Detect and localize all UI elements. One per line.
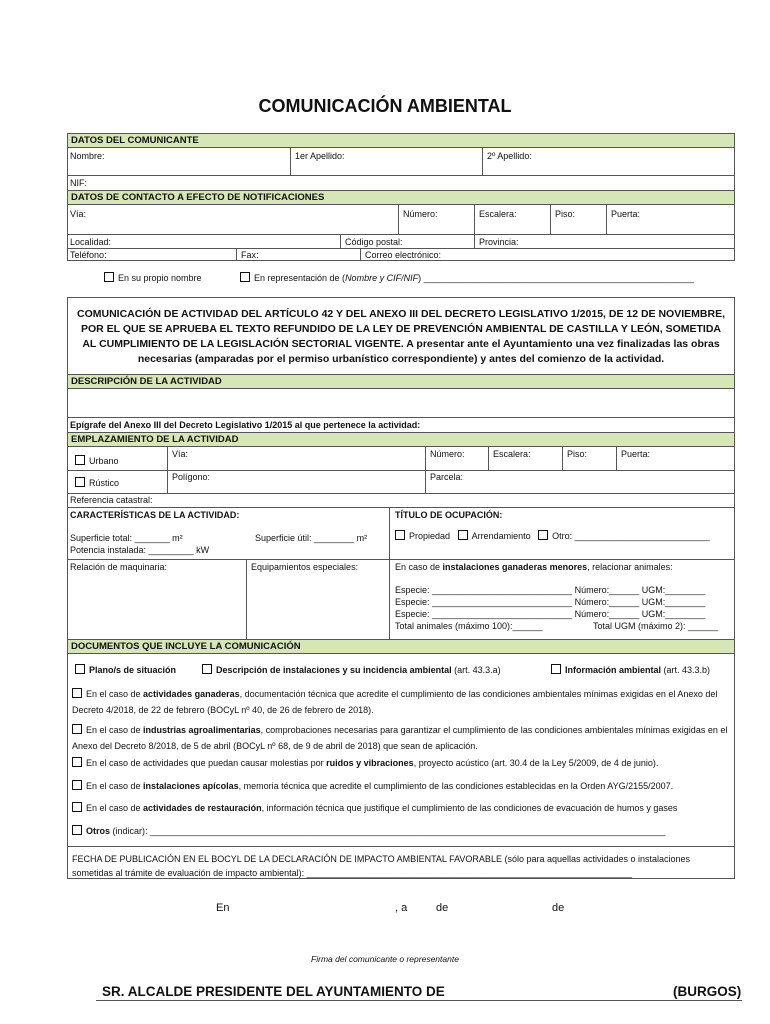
contacto-header: DATOS DE CONTACTO A EFECTO DE NOTIFICACIONES: [67, 190, 735, 205]
propio-nombre-checkbox[interactable]: [104, 272, 114, 282]
ganaderas-doc-option[interactable]: En el caso de actividades ganaderas, documentación técnica que acredite el cumplimiento de las condiciones ambientales mínimas exigidas en el Anexo del Decreto 4/2018, de 22 de febrero (BOCyL nº 40, de 26 de febrero de 2018).: [72, 689, 718, 715]
potencia-instalada[interactable]: Potencia instalada: _________ kW: [70, 545, 210, 555]
propio-nombre-option[interactable]: En su propio nombre: [104, 272, 202, 284]
contacto-fax[interactable]: Fax:: [241, 250, 259, 260]
ruidos-doc-checkbox[interactable]: [72, 757, 82, 767]
info-ambiental-checkbox[interactable]: [551, 664, 561, 674]
emplazamiento-poligono[interactable]: Polígono:: [172, 472, 211, 482]
document-title: COMUNICACIÓN AMBIENTAL: [258, 96, 512, 116]
firma-en: En: [216, 902, 230, 914]
planos-option[interactable]: Plano/s de situación: [72, 664, 176, 676]
ruidos-doc-option[interactable]: En el caso de actividades que puedan causar molestias por ruidos y vibraciones, proyecto acústico (art. 30.4 de la Ley 5/2009, de 4 de junio).: [72, 757, 730, 769]
especie-row-2[interactable]: Especie: ____________________________ Número:______ UGM:________: [395, 597, 706, 607]
descripcion-field[interactable]: [67, 388, 735, 418]
rustico-option[interactable]: Rústico: [72, 477, 119, 489]
contacto-numero[interactable]: Número:: [403, 209, 438, 219]
propiedad-checkbox[interactable]: [395, 530, 405, 540]
ganaderas-label: En caso de instalaciones ganaderas menores, relacionar animales:: [395, 562, 673, 572]
rustico-checkbox[interactable]: [75, 477, 85, 487]
firma-label: Firma del comunicante o representante: [311, 954, 459, 964]
equipamientos-field[interactable]: Equipamientos especiales:: [251, 562, 359, 572]
especie-row-3[interactable]: Especie: ____________________________ Número:______ UGM:________: [395, 609, 706, 619]
arrendamiento-checkbox[interactable]: [458, 530, 468, 540]
fecha-publicacion-field[interactable]: FECHA DE PUBLICACIÓN EN EL BOCYL DE LA DECLARACIÓN DE IMPACTO AMBIENTAL FAVORABLE (sólo para aquellas actividades o instalaciones sometidas al trámite de evaluación de impacto ambiental): _________________________________________________________________: [72, 854, 691, 878]
referencia-catastral[interactable]: Referencia catastral:: [70, 495, 153, 505]
firma-coma-a: , a: [395, 902, 408, 914]
superficie-total[interactable]: Superficie total: _______ m²: [70, 533, 183, 543]
otros-doc-checkbox[interactable]: [72, 825, 82, 835]
contacto-correo[interactable]: Correo electrónico:: [365, 250, 442, 260]
emplazamiento-parcela[interactable]: Parcela:: [430, 472, 464, 482]
footer-destinatario: SR. ALCALDE PRESIDENTE DEL AYUNTAMIENTO DE: [102, 984, 445, 999]
nif-field[interactable]: NIF:: [70, 178, 87, 188]
otros-doc-option[interactable]: Otros (indicar): _______________________________________________________________________________________________________: [72, 825, 724, 837]
descripcion-instalaciones-option[interactable]: Descripción de instalaciones y su incidencia ambiental (art. 43.3.a): [199, 664, 501, 676]
descripcion-header: DESCRIPCIÓN DE LA ACTIVIDAD: [67, 374, 735, 389]
apicolas-doc-checkbox[interactable]: [72, 780, 82, 790]
total-ugm[interactable]: Total UGM (máximo 2): ______: [593, 621, 719, 631]
firma-de-2: de: [552, 902, 565, 914]
restauracion-doc-checkbox[interactable]: [72, 802, 82, 812]
representacion-checkbox[interactable]: [240, 272, 250, 282]
comunicante-header: DATOS DEL COMUNICANTE: [67, 133, 735, 148]
nombre-field[interactable]: Nombre:: [70, 151, 105, 161]
apicolas-doc-option[interactable]: En el caso de instalaciones apícolas, memoria técnica que acredite el cumplimiento de las condiciones establecidas en la Orden AYG/2155/2007.: [72, 780, 730, 792]
info-ambiental-option[interactable]: Información ambiental (art. 43.3.b): [548, 664, 710, 676]
epigrafe-label: Epígrafe del Anexo III del Decreto Legislativo 1/2015 al que pertenece la actividad:: [70, 420, 421, 430]
contacto-provincia[interactable]: Provincia:: [479, 237, 519, 247]
planos-checkbox[interactable]: [75, 664, 85, 674]
titulo-ocupacion-header: TÍTULO DE OCUPACIÓN:: [395, 510, 503, 520]
urbano-option[interactable]: Urbano: [72, 455, 119, 467]
contacto-telefono[interactable]: Teléfono:: [70, 250, 107, 260]
superficie-util[interactable]: Superficie útil: ________ m²: [255, 533, 368, 543]
representacion-option[interactable]: En representación de (Nombre y CIF/NIF) ______________________________________________________: [240, 272, 740, 284]
titulo-ocupacion-options[interactable]: Propiedad Arrendamiento Otro: ___________________________: [392, 530, 732, 542]
contacto-localidad[interactable]: Localidad:: [70, 237, 112, 247]
agro-doc-checkbox[interactable]: [72, 724, 82, 734]
otro-checkbox[interactable]: [538, 530, 548, 540]
contacto-codigo-postal[interactable]: Código postal:: [345, 237, 403, 247]
contacto-piso[interactable]: Piso:: [555, 209, 576, 219]
agro-doc-option[interactable]: En el caso de industrias agroalimentarias, comprobaciones necesarias para garantizar el cumplimiento de las condiciones ambientales mínimas exigidas en el Anexo del Decreto 8/2018, de 5 de abril (BOCyL nº 68, de 9 de abril de 2018) que sean de aplicación.: [72, 725, 728, 751]
emplazamiento-escalera[interactable]: Escalera:: [493, 449, 531, 459]
documentos-header: DOCUMENTOS QUE INCLUYE LA COMUNICACIÓN: [67, 639, 735, 654]
descripcion-instalaciones-checkbox[interactable]: [202, 664, 212, 674]
emplazamiento-numero[interactable]: Número:: [430, 449, 465, 459]
emplazamiento-header: EMPLAZAMIENTO DE LA ACTIVIDAD: [67, 432, 735, 447]
ganaderas-doc-checkbox[interactable]: [72, 688, 82, 698]
maquinaria-field[interactable]: Relación de maquinaria:: [70, 562, 168, 572]
footer-provincia: (BURGOS): [673, 984, 742, 999]
restauracion-doc-option[interactable]: En el caso de actividades de restauración, información técnica que justifique el cumplimiento de las condiciones de evacuación de humos y gases: [72, 802, 730, 814]
emplazamiento-puerta[interactable]: Puerta:: [621, 449, 651, 459]
emplazamiento-via[interactable]: Vía:: [172, 449, 189, 459]
total-animales[interactable]: Total animales (máximo 100):______: [395, 621, 543, 631]
intro-text: COMUNICACIÓN DE ACTIVIDAD DEL ARTÍCULO 42 Y DEL ANEXO III DEL DECRETO LEGISLATIVO 1/2015, DE 12 DE NOVIEMBRE, POR EL QUE SE APRUEBA EL TEXTO REFUNDIDO DE LA LEY DE PREVENCIÓN AMBIENTAL DE CASTILLA Y LEÓN, SOMETIDA AL CUMPLIMIENTO DE LA LEGISLACIÓN SECTORIAL VIGENTE. A presentar ante el Ayuntamiento una vez finalizadas las obras necesarias (amparadas por el permiso urbanístico correspondiente) y antes del comienzo de la actividad.: [76, 308, 725, 365]
apellido1-field[interactable]: 1er Apellido:: [295, 151, 345, 161]
emplazamiento-piso[interactable]: Piso:: [567, 449, 588, 459]
firma-de-1: de: [436, 902, 449, 914]
contacto-puerta[interactable]: Puerta:: [611, 209, 641, 219]
caracteristicas-header: CARACTERÍSTICAS DE LA ACTIVIDAD:: [70, 510, 240, 520]
apellido2-field[interactable]: 2º Apellido:: [487, 151, 532, 161]
contacto-escalera[interactable]: Escalera:: [479, 209, 517, 219]
urbano-checkbox[interactable]: [75, 455, 85, 465]
contacto-via[interactable]: Vía:: [70, 209, 87, 219]
especie-row-1[interactable]: Especie: ____________________________ Número:______ UGM:________: [395, 585, 706, 595]
